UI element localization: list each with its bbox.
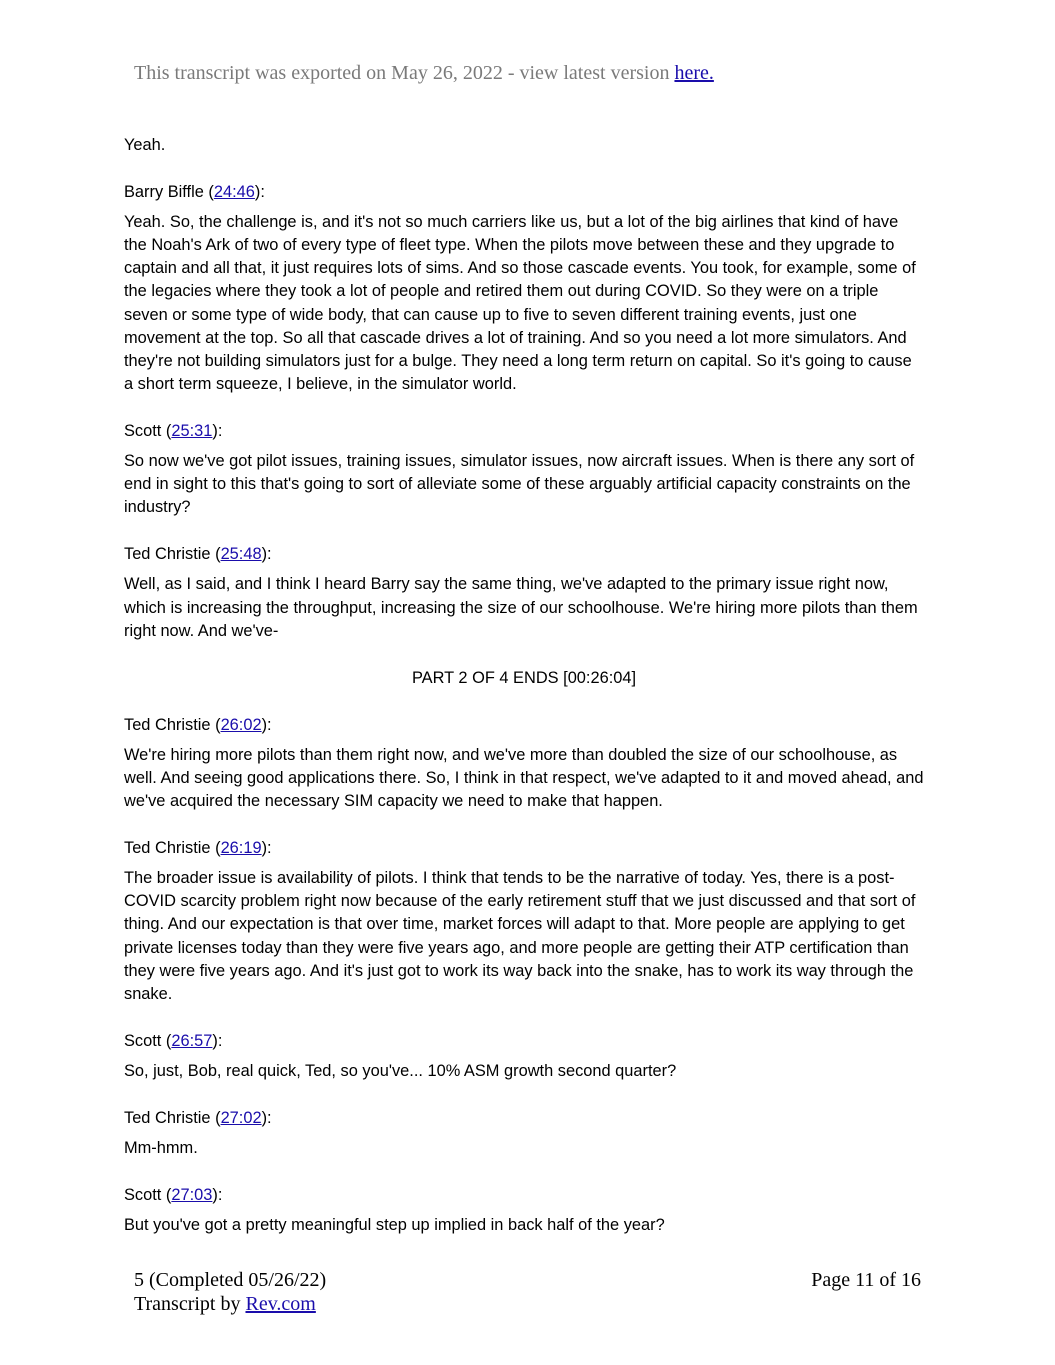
page-number: Page 11 of 16 xyxy=(811,1269,921,1291)
timestamp-link[interactable]: 25:31 xyxy=(171,421,213,440)
transcript-status: 5 (Completed 05/26/22) xyxy=(134,1269,327,1291)
speaker-name: Ted Christie xyxy=(124,715,211,734)
timestamp-link[interactable]: 27:02 xyxy=(220,1109,262,1127)
export-notice xyxy=(134,62,714,85)
speaker-line xyxy=(124,420,924,443)
timestamp-link[interactable]: 26:57 xyxy=(171,1031,213,1050)
paren-open: ( xyxy=(210,839,221,858)
paren-open: ( xyxy=(203,183,214,202)
paren-close: ): xyxy=(261,1109,272,1127)
paren-close: ): xyxy=(212,421,223,440)
speaker-line xyxy=(124,181,924,204)
speaker-name: Ted Christie xyxy=(124,1109,211,1127)
paren-close: ): xyxy=(254,183,265,202)
paren-close: ): xyxy=(212,1186,223,1205)
transcript-body xyxy=(124,134,924,1261)
export-notice-text: This transcript was exported on May 26, 2022 - view latest version xyxy=(134,62,675,84)
section-marker: PART 2 OF 4 ENDS [00:26:04] xyxy=(411,668,637,687)
transcript-credit xyxy=(134,1292,326,1316)
speaker-line xyxy=(124,1107,924,1130)
speaker-name: Scott xyxy=(124,1186,162,1205)
paren-open: ( xyxy=(161,421,172,440)
paren-close: ): xyxy=(261,545,272,564)
speaker-name: Barry Biffle xyxy=(124,183,204,202)
transcript-paragraph: Yeah. So, the challenge is, and it's not so much carriers like us, but a lot of the big airlines that kind of have the Noah's Ark of two of every type of fleet type. When the pilots move between these and they upgrade to captain and all that, it just requires lots of sims. And so those cascade events. You took, for example, some of the legacies where they took a lot of people and retired them out during COVID. So they were on a triple seven or some type of wide body, that can cause up to five to seven different training events, just one movement at the top. So all that cascade drives a lot of training. And so you need a lot more simulators. And they're not building simulators just for a bulge. They need a long term return on capital. So it's going to cause a short term squeeze, I believe, in the simulator world. xyxy=(124,213,916,393)
timestamp-link[interactable]: 24:46 xyxy=(213,183,255,202)
credit-text: Transcript by xyxy=(134,1293,246,1315)
speaker-line xyxy=(124,1030,924,1053)
transcript-paragraph: We're hiring more pilots than them right now, and we've more than doubled the size of our schoolhouse, as well. And seeing good applications there. So, I think in that respect, we've adapted to it and moved ahead, and we've acquired the necessary SIM capacity we need to make that happen. xyxy=(124,745,924,811)
paren-close: ): xyxy=(212,1031,223,1050)
speaker-line xyxy=(124,837,924,860)
timestamp-link[interactable]: 27:03 xyxy=(171,1186,213,1205)
paren-open: ( xyxy=(210,715,221,734)
transcript-paragraph: But you've got a pretty meaningful step up implied in back half of the year? xyxy=(124,1216,665,1235)
transcript-paragraph: Well, as I said, and I think I heard Barry say the same thing, we've adapted to the primary issue right now, which is increasing the throughput, increasing the size of our schoolhouse. We're hiring more pilots than them right now. And we've- xyxy=(124,575,918,640)
speaker-name: Scott xyxy=(124,1031,162,1050)
timestamp-link[interactable]: 26:19 xyxy=(220,839,262,858)
paren-close: ): xyxy=(261,715,272,734)
rev-link[interactable]: Rev.com xyxy=(245,1293,316,1315)
transcript-paragraph: Mm-hmm. xyxy=(124,1139,198,1158)
transcript-paragraph: So now we've got pilot issues, training issues, simulator issues, now aircraft issues. When is there any sort of end in sight to this that's going to sort of alleviate some of these arguably artificial capacity constraints on the industry? xyxy=(124,452,915,517)
speaker-line xyxy=(124,543,924,566)
transcript-paragraph: The broader issue is availability of pilots. I think that tends to be the narrative of today. Yes, there is a post-COVID scarcity problem right now because of the early retirement stuff that we just discussed and that sort of thing. And our expectation is that over time, market forces will adapt to that. More people are applying to get private licenses today than they were five years ago, and more people are getting their ATP certification than they were five years ago. And it's just got to work its way back into the snake, has to work its way through the snake. xyxy=(124,869,916,1003)
paren-open: ( xyxy=(210,545,221,564)
speaker-name: Scott xyxy=(124,421,162,440)
paren-close: ): xyxy=(261,839,272,858)
speaker-line xyxy=(124,714,924,737)
transcript-paragraph: Yeah. xyxy=(124,136,166,154)
paren-open: ( xyxy=(161,1031,172,1050)
timestamp-link[interactable]: 25:48 xyxy=(220,545,262,564)
timestamp-link[interactable]: 26:02 xyxy=(220,715,262,734)
paren-open: ( xyxy=(161,1186,172,1205)
latest-version-link[interactable]: here. xyxy=(674,62,714,84)
speaker-name: Ted Christie xyxy=(124,545,211,564)
transcript-paragraph: So, just, Bob, real quick, Ted, so you've... 10% ASM growth second quarter? xyxy=(124,1061,677,1080)
speaker-name: Ted Christie xyxy=(124,839,211,858)
footer-left xyxy=(134,1268,326,1316)
speaker-line xyxy=(124,1184,924,1207)
paren-open: ( xyxy=(210,1109,221,1127)
